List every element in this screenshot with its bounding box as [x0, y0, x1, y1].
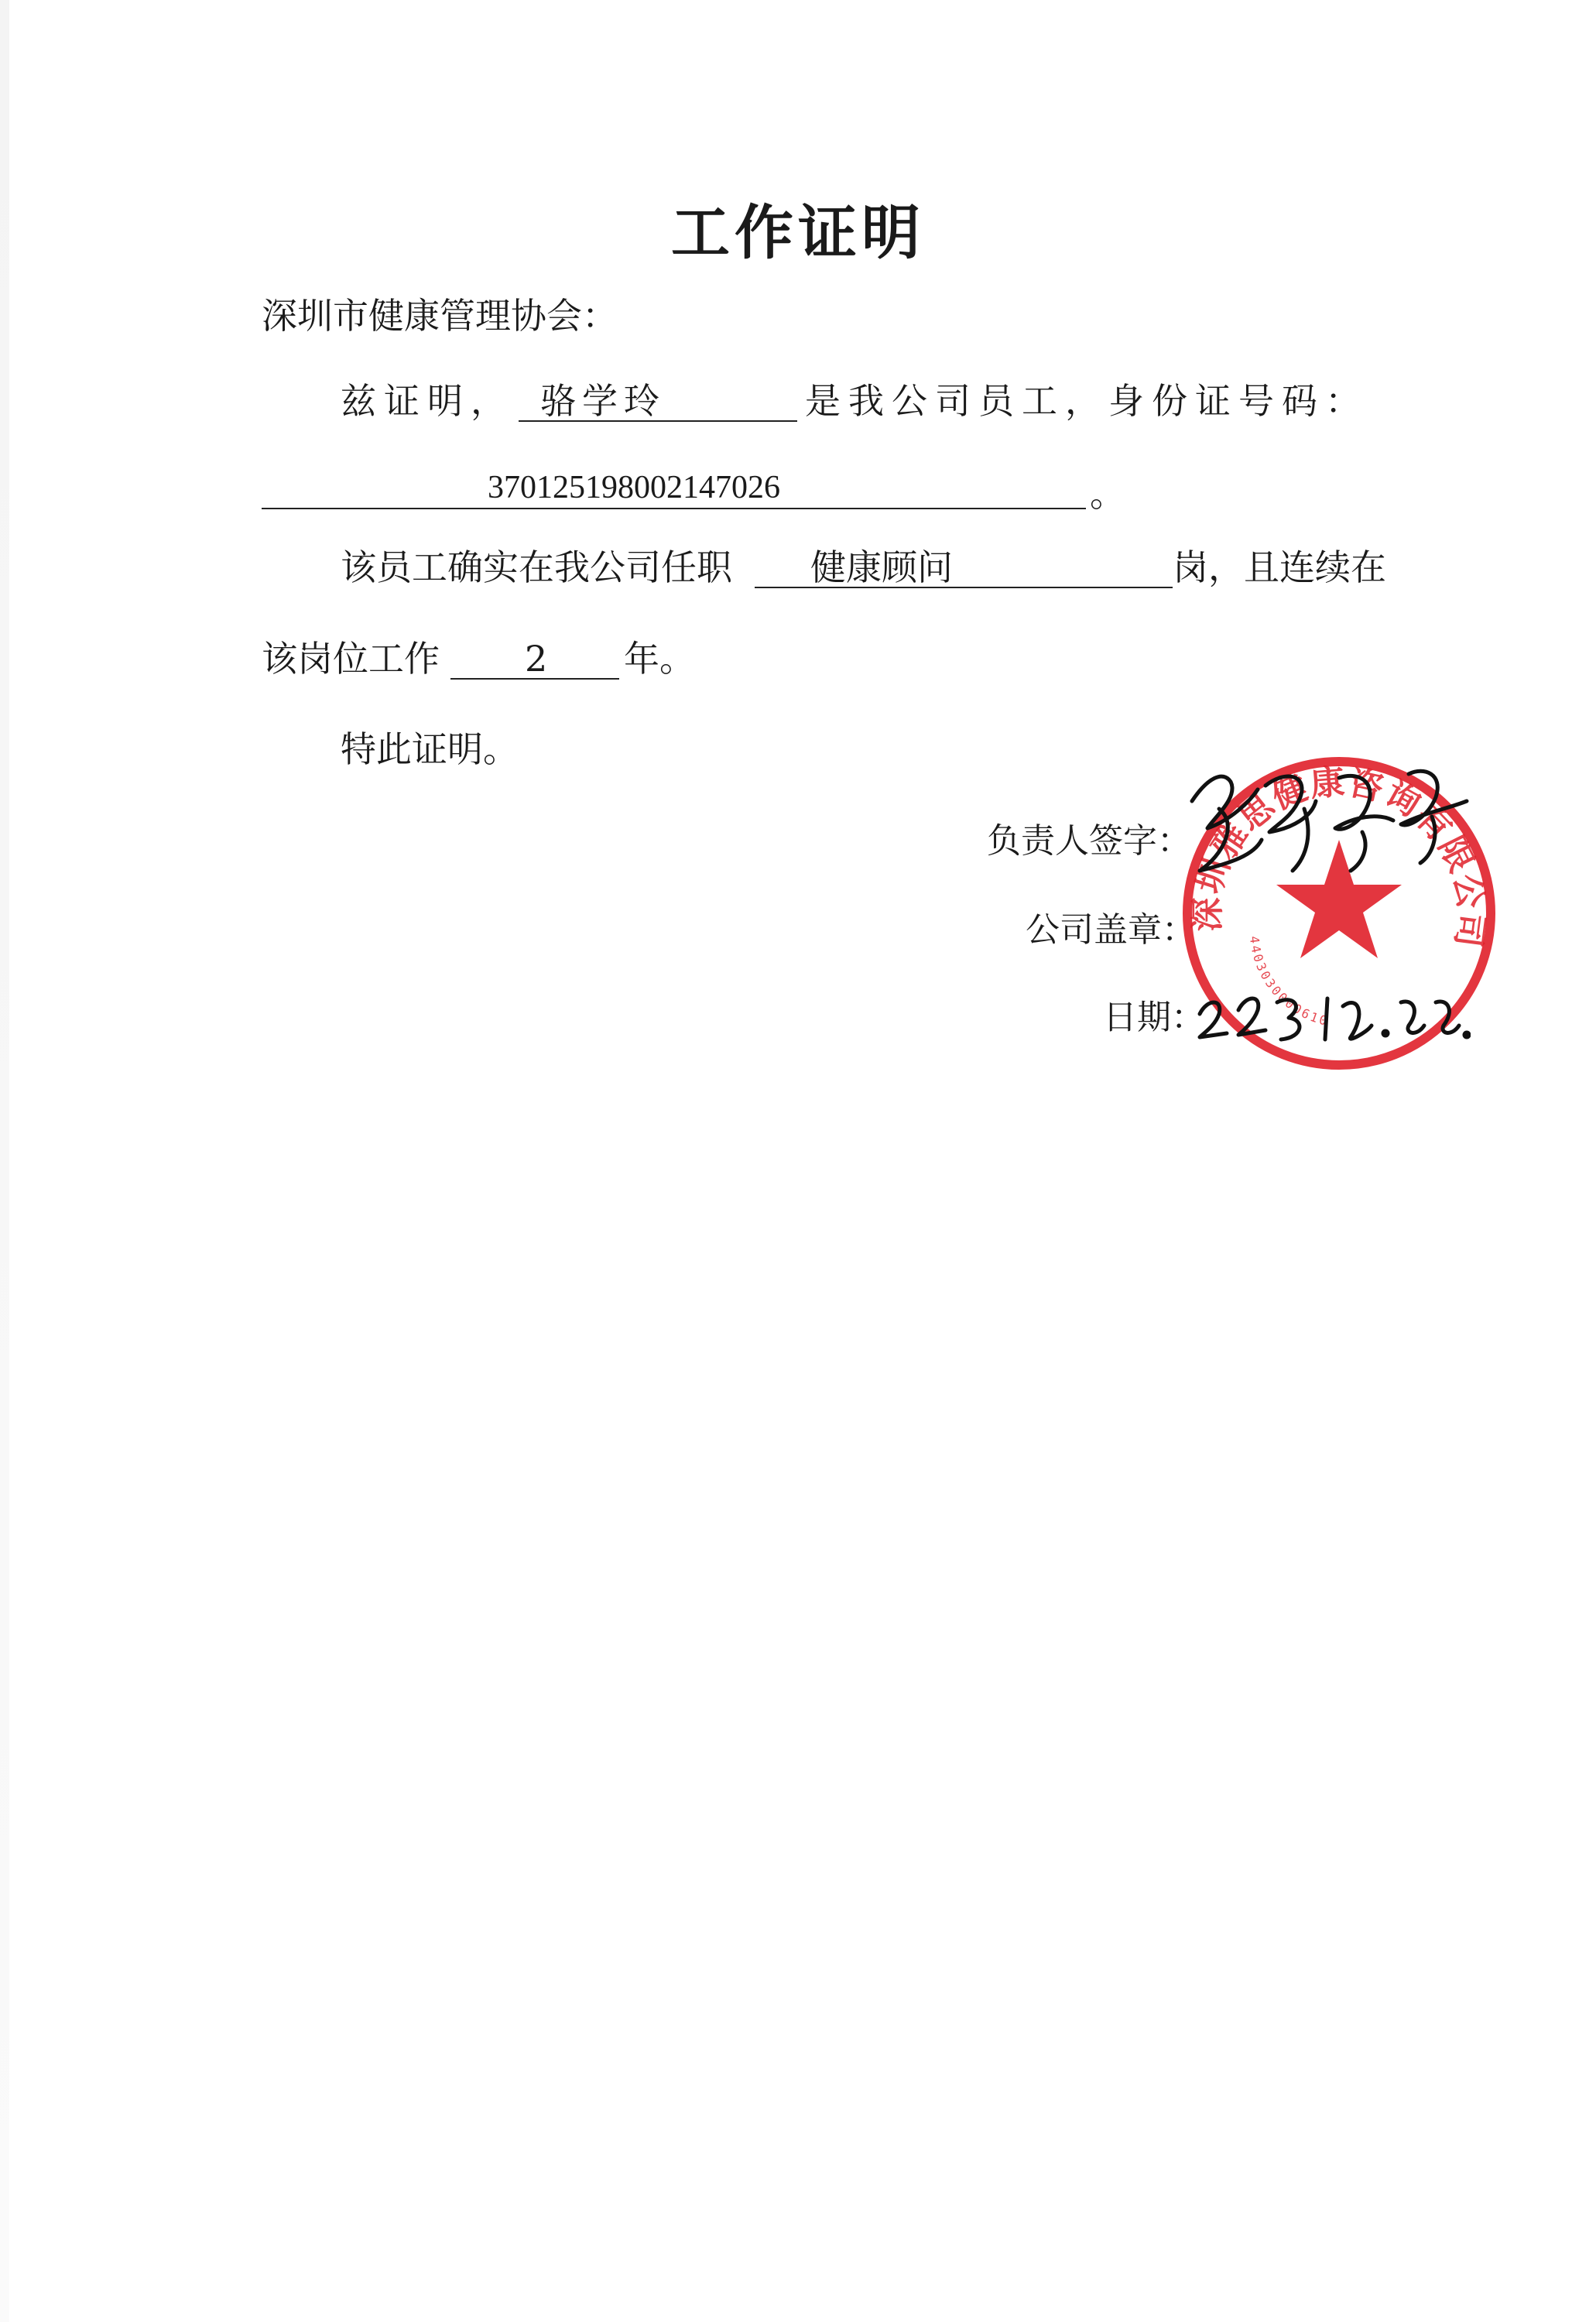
id-number: 370125198002147026 [488, 470, 780, 505]
years-suffix: 年。 [624, 638, 695, 680]
id-period: 。 [1090, 473, 1125, 515]
years-value: 2 [525, 638, 548, 680]
employee-name: 骆学玲 [540, 380, 666, 422]
handwritten-date [1192, 971, 1471, 1049]
recipient-line: 深圳市健康管理协会： [262, 295, 618, 337]
seal-company-name: 深圳雅思健康咨询有限公司 [1187, 762, 1492, 951]
employee-name-field [519, 377, 797, 422]
certify-prefix: 兹证明， [341, 380, 514, 422]
years-prefix: 该岗位工作 [262, 638, 440, 680]
document-title: 工作证明 [671, 198, 925, 267]
closing-line: 特此证明。 [341, 728, 519, 770]
position-prefix: 该员工确实在我公司任职 [341, 546, 732, 588]
position-value: 健康顾问 [810, 546, 953, 588]
seal-code: 4403030000610 [1246, 935, 1331, 1029]
seal-label: 公司盖章： [1026, 910, 1196, 950]
position-field [755, 543, 1173, 588]
id-number-field [262, 464, 1086, 509]
date-label: 日期： [1103, 998, 1205, 1037]
handwritten-signature [1176, 755, 1486, 886]
scan-edge-shadow [0, 0, 9, 2322]
certify-suffix: 是我公司员工，身份证号码： [805, 380, 1368, 422]
position-suffix: 岗，且连续在 [1173, 546, 1386, 588]
signer-label: 负责人签字： [987, 821, 1191, 861]
years-field [450, 635, 619, 680]
